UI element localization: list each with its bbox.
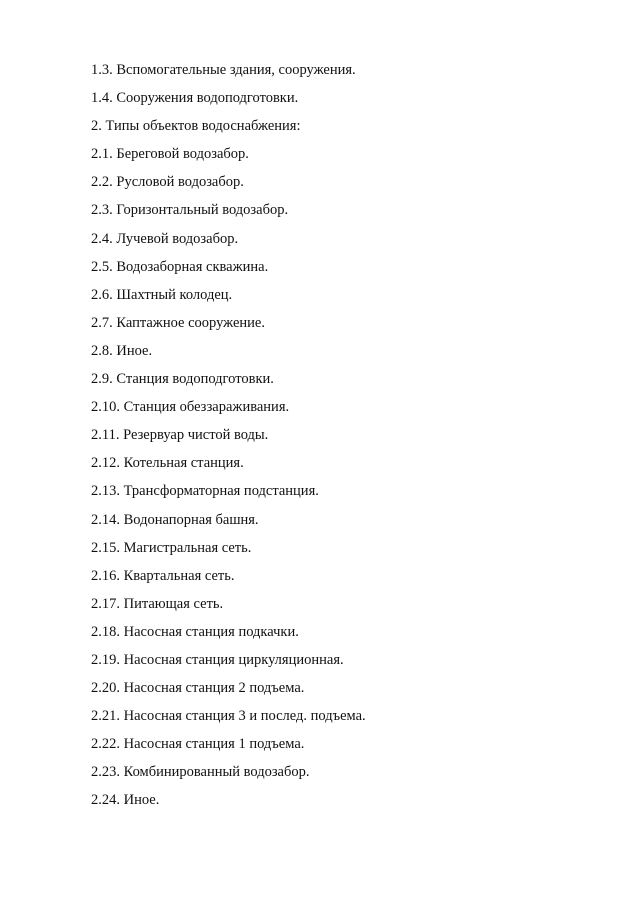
list-item: 2.21. Насосная станция 3 и послед. подъема. [91,708,366,725]
list-item: 2.2. Русловой водозабор. [91,174,244,191]
list-item: 2.12. Котельная станция. [91,455,244,472]
list-item: 2.19. Насосная станция циркуляционная. [91,651,344,668]
list-item: 2. Типы объектов водоснабжения: [91,118,301,135]
list-item: 2.23. Комбинированный водозабор. [91,764,310,781]
list-item: 2.16. Квартальная сеть. [91,567,235,584]
list-item: 2.8. Иное. [91,342,153,359]
list-item: 2.5. Водозаборная скважина. [91,258,269,275]
list-item: 2.7. Каптажное сооружение. [91,314,265,331]
list-item: 2.22. Насосная станция 1 подъема. [91,736,305,753]
list-item: 2.10. Станция обеззараживания. [91,399,290,416]
list-item: 2.11. Резервуар чистой воды. [91,427,269,444]
list-item: 2.17. Питающая сеть. [91,595,224,612]
list-item: 2.15. Магистральная сеть. [91,539,252,556]
list-item: 2.24. Иное. [91,792,160,809]
list-item: 2.20. Насосная станция 2 подъема. [91,680,305,697]
list-item: 2.6. Шахтный колодец. [91,286,233,303]
list-item: 2.9. Станция водоподготовки. [91,371,274,388]
list-item: 2.13. Трансформаторная подстанция. [91,483,319,500]
list-item: 2.1. Береговой водозабор. [91,146,249,163]
list-item: 1.4. Сооружения водоподготовки. [91,90,299,107]
list-item: 1.3. Вспомогательные здания, сооружения. [91,62,356,78]
list-item: 2.4. Лучевой водозабор. [91,230,239,247]
list-item: 2.18. Насосная станция подкачки. [91,623,299,640]
list-item: 2.3. Горизонтальный водозабор. [91,202,289,219]
document-list [91,60,366,819]
list-item: 2.14. Водонапорная башня. [91,511,259,528]
